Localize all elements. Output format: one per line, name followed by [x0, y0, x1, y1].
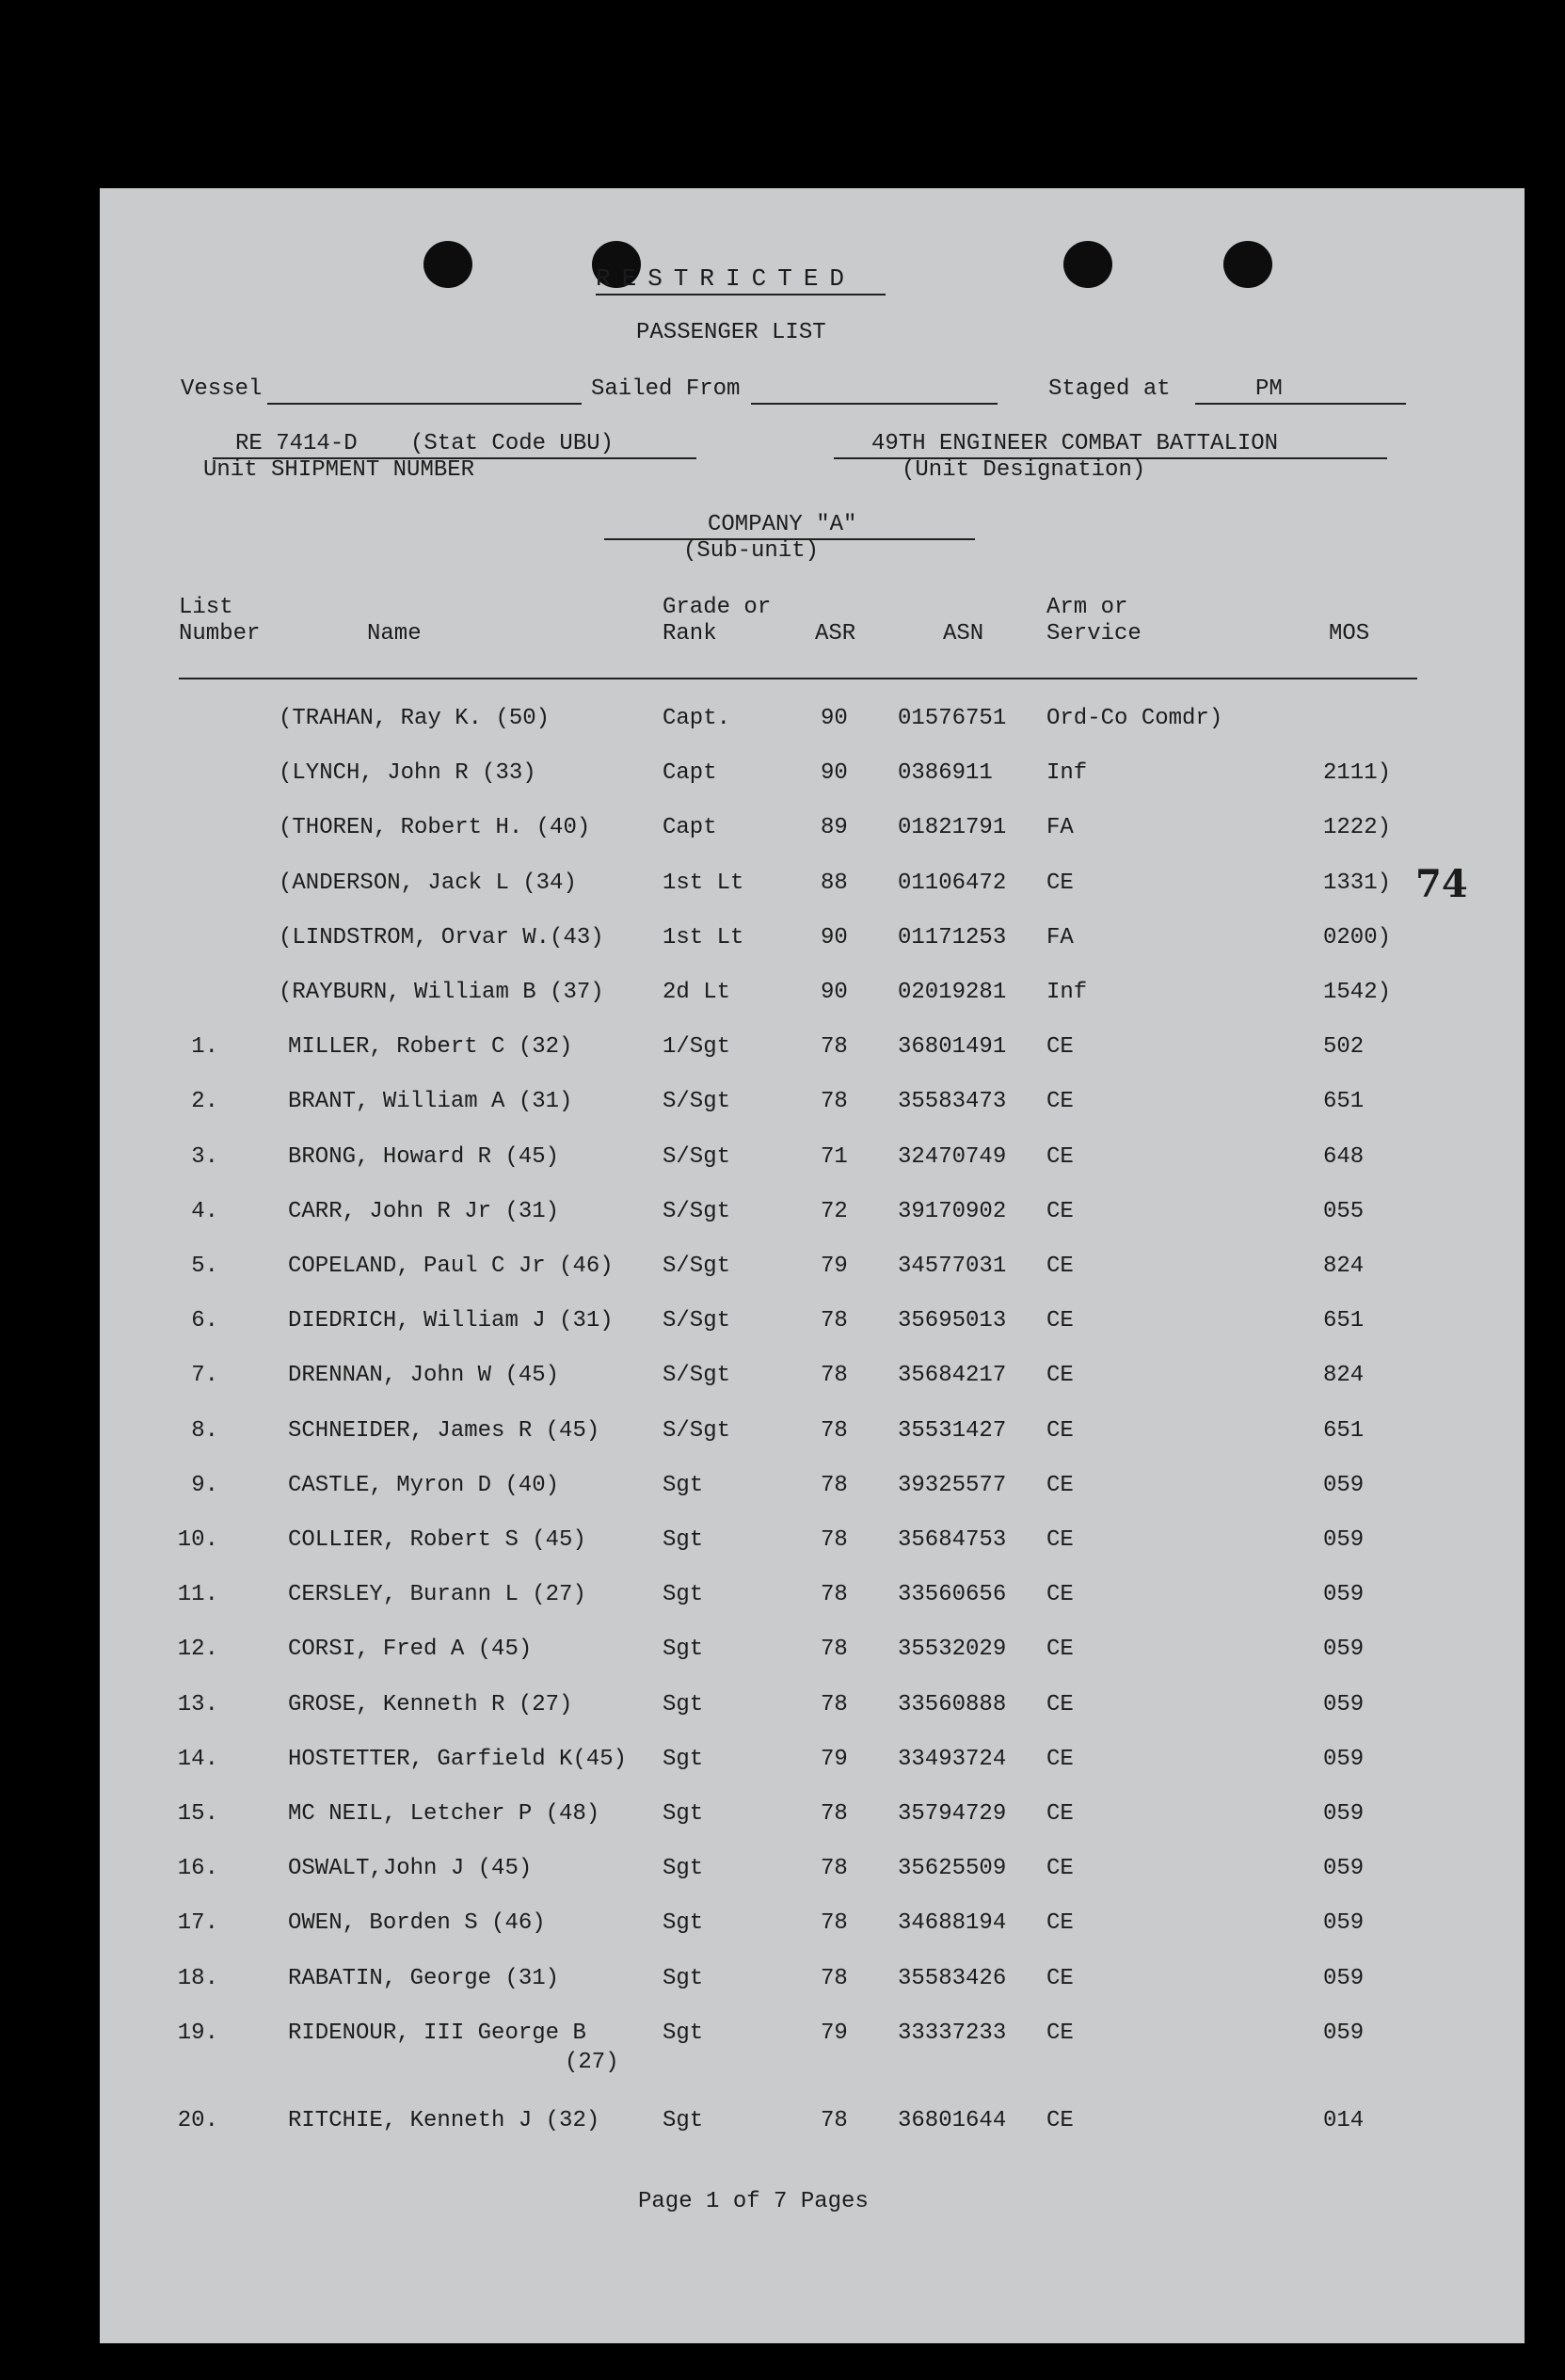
cell-mos: 1222) — [1323, 815, 1392, 841]
cell-asn: 35583426 — [898, 1965, 1007, 1991]
col-arm-2: Service — [1046, 621, 1142, 647]
cell-passenger-name: DRENNAN, John W (45) — [288, 1363, 560, 1389]
cell-passenger-name: MILLER, Robert C (32) — [288, 1034, 573, 1061]
col-grade-2: Rank — [663, 621, 717, 647]
cell-grade: S/Sgt — [663, 1089, 731, 1115]
cell-arm-service: CE — [1046, 1582, 1074, 1608]
cell-grade: Sgt — [663, 1801, 704, 1827]
staged-at-line — [1195, 403, 1406, 405]
cell-asn: 35625509 — [898, 1856, 1007, 1882]
cell-asn: 35684753 — [898, 1527, 1007, 1553]
cell-grade: Sgt — [663, 1472, 704, 1498]
cell-asr: 78 — [821, 1582, 848, 1608]
cell-grade: Sgt — [663, 1746, 704, 1772]
cell-grade: Sgt — [663, 1965, 704, 1991]
cell-arm-service: CE — [1046, 1472, 1074, 1498]
cell-asr: 79 — [821, 1746, 848, 1772]
cell-mos: 059 — [1323, 1527, 1365, 1553]
cell-asr: 78 — [821, 1089, 848, 1115]
cell-list-number: 20. — [177, 2108, 218, 2133]
col-arm: Arm or — [1046, 595, 1128, 620]
cell-asn: 39170902 — [898, 1198, 1007, 1224]
cell-passenger-name: CASTLE, Myron D (40) — [288, 1472, 560, 1498]
cell-passenger-name: (LYNCH, John R (33) — [279, 760, 536, 787]
cell-arm-service: Inf — [1046, 760, 1088, 787]
cell-passenger-name: HOSTETTER, Garfield K(45) — [288, 1746, 628, 1772]
cell-list-number: 14. — [177, 1746, 218, 1772]
unit-caption: (Unit Designation) — [902, 457, 1146, 483]
cell-mos: 651 — [1323, 1089, 1365, 1115]
cell-passenger-name: COLLIER, Robert S (45) — [288, 1527, 586, 1553]
cell-mos: 059 — [1323, 1801, 1365, 1827]
cell-asr: 78 — [821, 1417, 848, 1444]
cell-list-number: 13. — [177, 1691, 218, 1717]
cell-passenger-name: (ANDERSON, Jack L (34) — [279, 870, 577, 896]
margin-note: 74 — [1415, 862, 1468, 906]
cell-passenger-name: COPELAND, Paul C Jr (46) — [288, 1254, 614, 1279]
cell-asr: 79 — [821, 1254, 848, 1279]
cell-arm-service: CE — [1046, 1143, 1074, 1170]
cell-mos: 651 — [1323, 1308, 1365, 1334]
cell-arm-service: CE — [1046, 1691, 1074, 1717]
cell-grade: S/Sgt — [663, 1308, 731, 1334]
cell-mos: 0200) — [1323, 924, 1392, 950]
cell-passenger-name: OWEN, Borden S (46) — [288, 1910, 546, 1937]
cell-list-number: 12. — [177, 1637, 218, 1663]
cell-asr: 72 — [821, 1198, 848, 1224]
sub-unit-caption: (Sub-unit) — [683, 538, 820, 564]
cell-grade: Sgt — [663, 1637, 704, 1663]
cell-asn: 35583473 — [898, 1089, 1007, 1115]
cell-arm-service: CE — [1046, 1637, 1074, 1663]
cell-arm-service: CE — [1046, 1746, 1074, 1772]
cell-asn: 01106472 — [898, 870, 1007, 896]
cell-grade: Sgt — [663, 1582, 704, 1608]
cell-asr: 78 — [821, 1801, 848, 1827]
cell-grade: 1/Sgt — [663, 1034, 731, 1061]
cell-passenger-name: SCHNEIDER, James R (45) — [288, 1417, 600, 1444]
cell-arm-service: CE — [1046, 1801, 1074, 1827]
punch-hole — [1063, 241, 1112, 288]
cell-arm-service: CE — [1046, 1417, 1074, 1444]
cell-asr: 88 — [821, 870, 848, 896]
cell-passenger-name: RIDENOUR, III George B — [288, 2020, 586, 2046]
cell-list-number: 17. — [177, 1910, 218, 1937]
cell-arm-service: CE — [1046, 1910, 1074, 1937]
cell-asn: 35531427 — [898, 1417, 1007, 1444]
cell-asr: 78 — [821, 1034, 848, 1061]
cell-asr: 78 — [821, 1472, 848, 1498]
cell-list-number: 4. — [191, 1198, 218, 1224]
cell-mos: 824 — [1323, 1254, 1365, 1279]
cell-grade: Sgt — [663, 2108, 704, 2133]
document-page — [100, 188, 1525, 2343]
cell-asn: 01171253 — [898, 924, 1007, 950]
shipment-number: RE 7414-D — [235, 431, 358, 456]
cell-grade: Sgt — [663, 1527, 704, 1553]
cell-asn: 35684217 — [898, 1363, 1007, 1389]
cell-arm-service: CE — [1046, 2020, 1074, 2046]
cell-list-number: 16. — [177, 1856, 218, 1882]
cell-asn: 33337233 — [898, 2020, 1007, 2046]
cell-arm-service: FA — [1046, 815, 1074, 841]
cell-grade: Sgt — [663, 2020, 704, 2046]
cell-asr: 78 — [821, 1308, 848, 1334]
cell-mos: 059 — [1323, 1691, 1365, 1717]
col-mos: MOS — [1329, 621, 1370, 647]
sailed-from-label: Sailed From — [591, 376, 741, 402]
cell-list-number: 8. — [191, 1417, 218, 1444]
cell-asr: 78 — [821, 1856, 848, 1882]
cell-grade: Capt. — [663, 706, 731, 731]
cell-grade: Capt — [663, 815, 717, 841]
vessel-label: Vessel — [181, 376, 263, 402]
cell-passenger-name: GROSE, Kenneth R (27) — [288, 1691, 573, 1717]
cell-asr: 78 — [821, 1363, 848, 1389]
cell-asr: 90 — [821, 706, 848, 731]
cell-passenger-name: (LINDSTROM, Orvar W.(43) — [279, 924, 604, 950]
cell-arm-service: Inf — [1046, 980, 1088, 1005]
staged-at-label: Staged at — [1048, 376, 1171, 402]
cell-passenger-name: (THOREN, Robert H. (40) — [279, 815, 591, 841]
cell-mos: 1331) — [1323, 870, 1392, 896]
cell-arm-service: CE — [1046, 1363, 1074, 1389]
cell-mos: 2111) — [1323, 760, 1392, 787]
cell-asn: 33560888 — [898, 1691, 1007, 1717]
col-list-number: List — [179, 595, 233, 620]
cell-asn: 01821791 — [898, 815, 1007, 841]
cell-grade: S/Sgt — [663, 1417, 731, 1444]
cell-mos: 824 — [1323, 1363, 1365, 1389]
cell-asn: 34688194 — [898, 1910, 1007, 1937]
header-rule — [179, 678, 1417, 679]
cell-passenger-name: RITCHIE, Kenneth J (32) — [288, 2108, 600, 2133]
cell-grade: S/Sgt — [663, 1363, 731, 1389]
cell-asr: 90 — [821, 760, 848, 787]
cell-arm-service: CE — [1046, 1198, 1074, 1224]
col-list-number-2: Number — [179, 621, 261, 647]
cell-arm-service: CE — [1046, 2108, 1074, 2133]
cell-asr: 89 — [821, 815, 848, 841]
cell-asr: 90 — [821, 980, 848, 1005]
cell-arm-service: CE — [1046, 870, 1074, 896]
cell-mos: 059 — [1323, 1965, 1365, 1991]
cell-asn: 39325577 — [898, 1472, 1007, 1498]
cell-grade: Sgt — [663, 1856, 704, 1882]
cell-asr: 78 — [821, 1910, 848, 1937]
cell-list-number: 7. — [191, 1363, 218, 1389]
cell-arm-service: CE — [1046, 1254, 1074, 1279]
cell-passenger-name: MC NEIL, Letcher P (48) — [288, 1801, 600, 1827]
cell-arm-service: CE — [1046, 1308, 1074, 1334]
cell-list-number: 5. — [191, 1254, 218, 1279]
cell-asn: 36801644 — [898, 2108, 1007, 2133]
cell-mos: 648 — [1323, 1143, 1365, 1170]
page-footer: Page 1 of 7 Pages — [638, 2189, 869, 2214]
cell-arm-service: FA — [1046, 924, 1074, 950]
staged-at-value: PM — [1255, 376, 1283, 402]
punch-hole — [423, 241, 472, 288]
cell-asn: 32470749 — [898, 1143, 1007, 1170]
col-grade: Grade or — [663, 595, 772, 620]
col-asn: ASN — [943, 621, 984, 647]
classification-underline — [596, 294, 886, 296]
sailed-from-line — [751, 403, 998, 405]
cell-asn: 33560656 — [898, 1582, 1007, 1608]
cell-list-number: 11. — [177, 1582, 218, 1608]
cell-mos: 059 — [1323, 1746, 1365, 1772]
cell-list-number: 6. — [191, 1308, 218, 1334]
cell-passenger-name: BRONG, Howard R (45) — [288, 1143, 560, 1170]
cell-list-number: 1. — [191, 1034, 218, 1061]
cell-list-number: 9. — [191, 1472, 218, 1498]
cell-asr: 71 — [821, 1143, 848, 1170]
cell-passenger-name: CERSLEY, Burann L (27) — [288, 1582, 586, 1608]
unit-designation: 49TH ENGINEER COMBAT BATTALION — [871, 431, 1279, 456]
cell-list-number: 15. — [177, 1801, 218, 1827]
cell-asn: 33493724 — [898, 1746, 1007, 1772]
cell-mos: 059 — [1323, 1472, 1365, 1498]
col-asr: ASR — [815, 621, 856, 647]
cell-asr: 78 — [821, 1527, 848, 1553]
cell-grade: S/Sgt — [663, 1198, 731, 1224]
cell-asn: 35794729 — [898, 1801, 1007, 1827]
cell-mos: 059 — [1323, 1856, 1365, 1882]
cell-grade: 2d Lt — [663, 980, 731, 1005]
cell-list-number: 3. — [191, 1143, 218, 1170]
cell-asn: 0386911 — [898, 760, 993, 787]
cell-list-number: 10. — [177, 1527, 218, 1553]
cell-asn: 02019281 — [898, 980, 1007, 1005]
cell-mos: 059 — [1323, 1637, 1365, 1663]
cell-passenger-name: CORSI, Fred A (45) — [288, 1637, 533, 1663]
cell-asn: 01576751 — [898, 706, 1007, 731]
cell-asn: 35532029 — [898, 1637, 1007, 1663]
cell-arm-service: CE — [1046, 1089, 1074, 1115]
cell-asr: 90 — [821, 924, 848, 950]
cell-mos: 055 — [1323, 1198, 1365, 1224]
cell-asr: 78 — [821, 1637, 848, 1663]
cell-mos: 014 — [1323, 2108, 1365, 2133]
cell-passenger-name: (TRAHAN, Ray K. (50) — [279, 706, 551, 731]
cell-asn: 35695013 — [898, 1308, 1007, 1334]
cell-asn: 34577031 — [898, 1254, 1007, 1279]
cell-mos: 059 — [1323, 2020, 1365, 2046]
cell-grade: S/Sgt — [663, 1254, 731, 1279]
cell-asr: 78 — [821, 1691, 848, 1717]
cell-passenger-name: DIEDRICH, William J (31) — [288, 1308, 614, 1334]
cell-grade: S/Sgt — [663, 1143, 731, 1170]
cell-asr: 79 — [821, 2020, 848, 2046]
cell-mos: 1542) — [1323, 980, 1392, 1005]
cell-arm-service: CE — [1046, 1965, 1074, 1991]
cell-asr: 78 — [821, 1965, 848, 1991]
cell-arm-service: Ord-Co Comdr) — [1046, 706, 1223, 731]
cell-passenger-name: RABATIN, George (31) — [288, 1965, 560, 1991]
cell-arm-service: CE — [1046, 1856, 1074, 1882]
cell-mos: 059 — [1323, 1910, 1365, 1937]
cell-mos: 502 — [1323, 1034, 1365, 1061]
shipment-caption: Unit SHIPMENT NUMBER — [203, 457, 475, 483]
cell-grade: Sgt — [663, 1910, 704, 1937]
cell-grade: 1st Lt — [663, 924, 744, 950]
doc-title: PASSENGER LIST — [636, 320, 826, 345]
sub-unit: COMPANY "A" — [708, 512, 857, 537]
cell-passenger-name: CARR, John R Jr (31) — [288, 1198, 560, 1224]
cell-mos: 059 — [1323, 1582, 1365, 1608]
ridenour-age: (27) — [565, 2050, 619, 2075]
punch-hole — [1223, 241, 1272, 288]
cell-list-number: 19. — [177, 2020, 218, 2046]
cell-mos: 651 — [1323, 1417, 1365, 1444]
cell-arm-service: CE — [1046, 1527, 1074, 1553]
cell-list-number: 2. — [191, 1089, 218, 1115]
col-name: Name — [367, 621, 422, 647]
stat-code: (Stat Code UBU) — [410, 431, 615, 456]
cell-passenger-name: (RAYBURN, William B (37) — [279, 980, 604, 1005]
cell-passenger-name: OSWALT,John J (45) — [288, 1856, 533, 1882]
cell-asr: 78 — [821, 2108, 848, 2133]
cell-arm-service: CE — [1046, 1034, 1074, 1061]
cell-list-number: 18. — [177, 1965, 218, 1991]
vessel-line — [267, 403, 582, 405]
cell-grade: Capt — [663, 760, 717, 787]
cell-passenger-name: BRANT, William A (31) — [288, 1089, 573, 1115]
cell-grade: Sgt — [663, 1691, 704, 1717]
classification-header: RESTRICTED — [596, 264, 856, 293]
cell-asn: 36801491 — [898, 1034, 1007, 1061]
cell-grade: 1st Lt — [663, 870, 744, 896]
